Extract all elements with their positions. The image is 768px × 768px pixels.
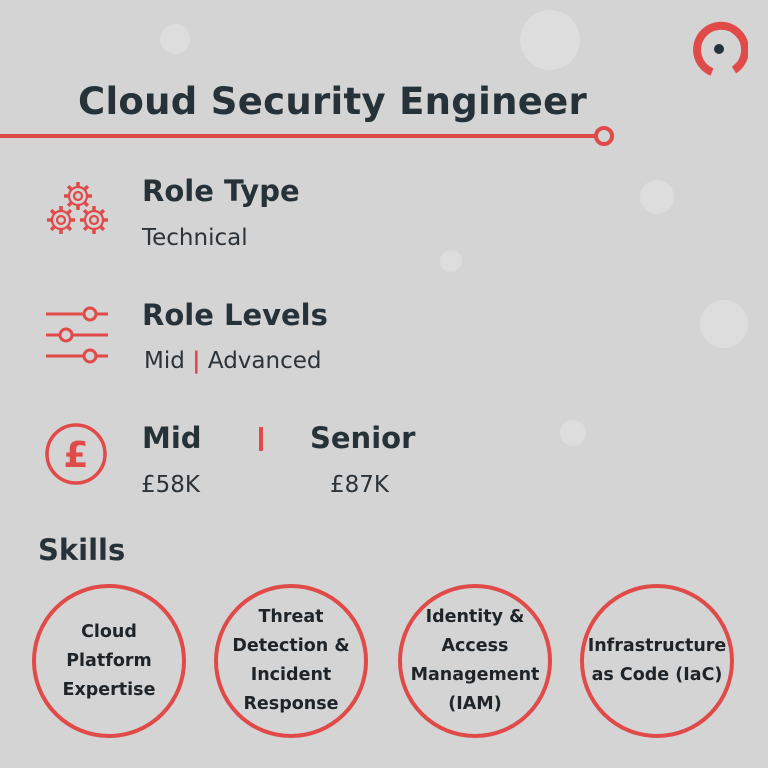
salary-mid-heading: Mid — [142, 421, 202, 455]
pound-icon — [44, 422, 108, 486]
logo-icon — [690, 20, 748, 78]
salary-divider — [259, 427, 263, 451]
skill-label: Cloud Platform Expertise — [62, 621, 156, 700]
skill-label: Identity & Access Management (IAM) — [410, 607, 540, 714]
title-underline — [0, 124, 620, 148]
role-type-value: Technical — [142, 225, 248, 251]
skill-threat-detection — [214, 584, 368, 738]
background-bubble — [560, 420, 586, 446]
background-bubble — [640, 180, 674, 214]
page-title: Cloud Security Engineer — [78, 80, 588, 123]
skill-cloud-platform — [32, 584, 186, 738]
skill-infrastructure-code — [580, 584, 734, 738]
salary-senior-heading: Senior — [310, 421, 416, 455]
role-type-heading: Role Type — [142, 174, 300, 208]
background-bubble — [700, 300, 748, 348]
role-levels-heading: Role Levels — [142, 298, 328, 332]
gears-icon — [44, 180, 112, 240]
background-bubble — [520, 10, 580, 70]
salary-senior-value: £87K — [330, 472, 389, 498]
role-level-advanced: Advanced — [207, 348, 322, 374]
salary-mid-value: £58K — [141, 472, 200, 498]
level-separator: | — [192, 348, 201, 374]
skill-label: Threat Detection & Incident Response — [232, 607, 350, 714]
svg-text:£: £ — [63, 435, 89, 476]
skill-identity-access — [398, 584, 552, 738]
role-level-mid: Mid — [144, 348, 185, 374]
skills-heading: Skills — [38, 533, 126, 567]
background-bubble — [160, 24, 190, 54]
skill-label: Infrastructure as Code (IaC) — [587, 636, 727, 685]
role-levels-values — [144, 348, 321, 374]
background-bubble — [440, 250, 462, 272]
sliders-icon — [44, 302, 110, 368]
